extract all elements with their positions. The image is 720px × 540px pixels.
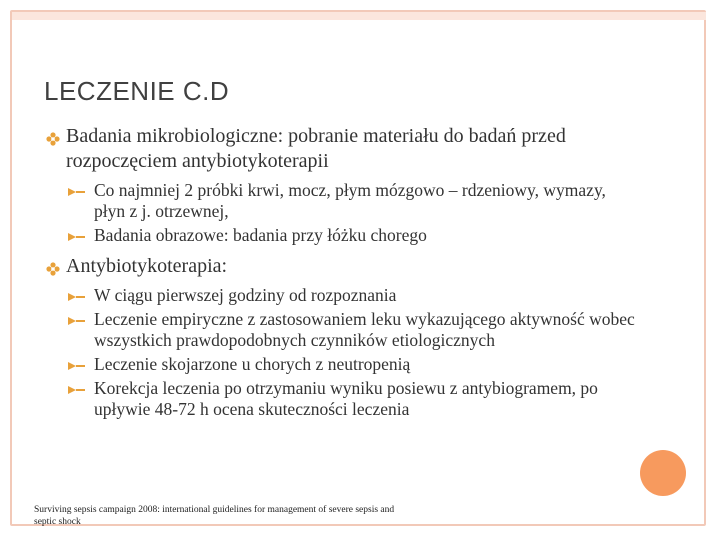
sub-bullet-item-text: Co najmniej 2 próbki krwi, mocz, płym mózgowo – rdzeniowy, wymazy, płyn z j. otrzewnej, [94,180,606,221]
sub-bullet-item-text: Korekcja leczenia po otrzymaniu wyniku posiewu z antybiogramem, po upływie 48-72 h ocena skuteczności leczenia [94,378,598,419]
bullet-item [40,254,640,279]
sub-bullet-item-text: W ciągu pierwszej godziny od rozpoznania [94,285,397,305]
sub-bullet-item-text: Leczenie empiryczne z zastosowaniem leku wykazującego aktywność wobec wszystkich prawdopodobnych czynników etiologicznych [94,309,635,350]
arrow-bullet-icon [66,357,90,371]
sub-bullet-item [40,180,640,222]
flower-bullet-icon [46,258,60,272]
arrow-bullet-icon [66,228,90,242]
sub-bullet-item-text: Leczenie skojarzone u chorych z neutropenią [94,354,411,374]
bullet-item [40,124,640,174]
sub-bullet-item [40,285,640,306]
sub-bullet-item [40,378,640,420]
bullet-item-text: Antybiotykoterapia: [66,255,228,277]
sub-bullet-item [40,354,640,375]
citation: Surviving sepsis campaign 2008: international guidelines for management of severe sepsis and septic shock [34,505,395,527]
sub-bullet-item [40,225,640,246]
accent-circle [640,450,686,496]
arrow-bullet-icon [66,183,90,197]
arrow-bullet-icon [66,381,90,395]
sub-bullet-item-text: Badania obrazowe: badania przy łóżku chorego [94,225,427,245]
arrow-bullet-icon [66,288,90,302]
slide-content [40,124,640,420]
slide-title: LECZENIE C.D [44,76,230,106]
arrow-bullet-icon [66,312,90,326]
header-bar [12,12,706,20]
bullet-item-text: Badania mikrobiologiczne: pobranie materiału do badań przed rozpoczęciem antybiotykoterapii [66,125,566,172]
sub-bullet-item [40,309,640,351]
flower-bullet-icon [46,128,60,142]
